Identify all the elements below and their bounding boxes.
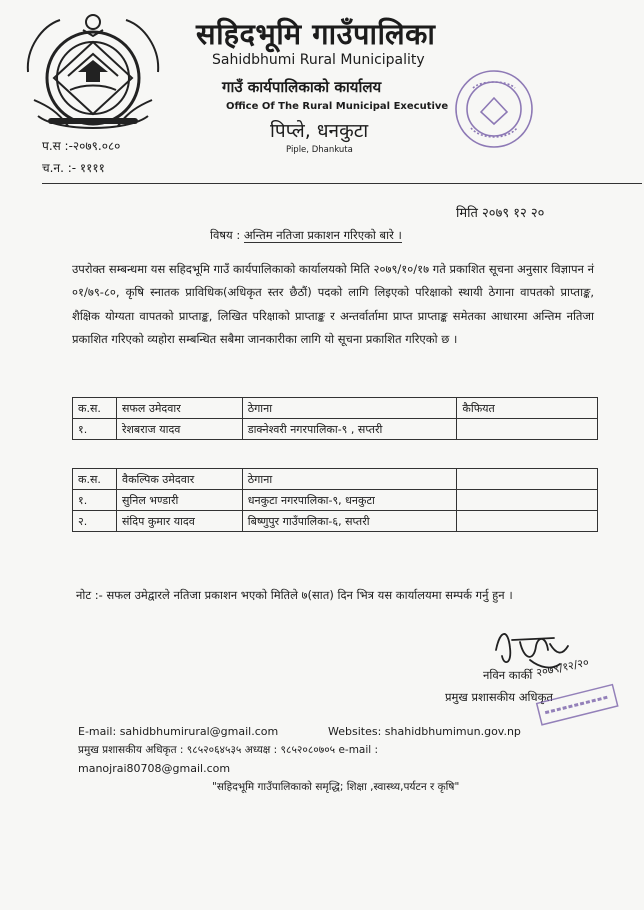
footer-website: Websites: shahidbhumimun.gov.np [328, 725, 521, 738]
signatory-title: प्रमुख प्रशासकीय अधिकृत [445, 690, 553, 704]
cell-serial: १. [73, 419, 117, 440]
municipality-title-english: Sahidbhumi Rural Municipality [212, 52, 425, 68]
footer-email: E-mail: sahidbhumirural@gmail.com [78, 725, 279, 738]
cell-candidate: सुनिल भण्डारी [116, 490, 242, 511]
col-header-candidate: सफल उमेदवार [116, 398, 242, 419]
footer-slogan: "सहिदभूमि गाउँपालिकाको समृद्धि; शिक्षा ,स्वास्थ्य,पर्यटन र कृषि" [212, 781, 460, 793]
successful-candidates-table [72, 397, 598, 440]
signatory-name: नविन कार्की [483, 668, 533, 682]
cell-remarks [457, 419, 598, 440]
cell-serial: २. [73, 511, 117, 532]
col-header-candidate: वैकल्पिक उमेदवार [116, 469, 242, 490]
location-english: Piple, Dhankuta [286, 145, 353, 155]
subject-line [210, 228, 402, 243]
cell-candidate: संदिप कुमार यादव [116, 511, 242, 532]
table-header-row [73, 469, 598, 490]
col-header-remarks: कैफियत [457, 398, 598, 419]
reference-number: प.स :-२०७९.०८० [42, 139, 121, 153]
nepal-emblem-icon [8, 8, 178, 140]
municipality-title-nepali: सहिदभूमि गाउँपालिका [196, 17, 436, 51]
alternate-candidates-table [72, 468, 598, 532]
office-seal-stamp [453, 68, 535, 150]
office-title-english: Office Of The Rural Municipal Executive [226, 101, 449, 112]
col-header-address: ठेगाना [242, 469, 457, 490]
col-header-remarks [457, 469, 598, 490]
location-nepali: पिप्ले, धनकुटा [270, 120, 369, 142]
signature-date: २०७९/१२/२० [535, 655, 590, 680]
col-header-serial: क.स. [73, 398, 117, 419]
cell-candidate: रेशबराज यादव [116, 419, 242, 440]
signatory-seal-stamp [528, 682, 624, 726]
cell-remarks [457, 511, 598, 532]
col-header-serial: क.स. [73, 469, 117, 490]
letter-date: मिति २०७९ १२ २० [456, 206, 545, 221]
letterhead-divider [42, 183, 642, 184]
cell-remarks [457, 490, 598, 511]
office-title-nepali: गाउँ कार्यपालिकाको कार्यालय [222, 78, 382, 96]
table-row [73, 490, 598, 511]
dispatch-number: च.न. :- ११११ [42, 161, 105, 175]
col-header-address: ठेगाना [242, 398, 457, 419]
letter-body: उपरोक्त सम्बन्धमा यस सहिदभूमि गाउँ कार्यपालिकाको कार्यालयको मिति २०७९/१०/१७ गते प्रकाशित सूचना अनुसार विज्ञापन नं ०१/७९-८०, कृषि स्नातक प्राविधिक(अधिकृत स्तर छैठौं) पदको लागि लिइएको परिक्षाको स्थायी ठेगाना वापतको प्राप्ताङ्क, शैक्षिक योग्यता वापतको प्राप्ताङ्क, लिखित परिक्षाको प्राप्ताङ्क र अन्तर्वार्तामा प्राप्त प्राप्ताङ्क समेतका आधारमा अन्तिम नतिजा प्रकाशित गरिएको व्यहोरा सम्बन्धित सबैमा जानकारीका लागि यो सूचना प्रकाशित गरिएको छ । [72, 262, 594, 346]
subject-label: विषय : [210, 228, 241, 242]
table-row [73, 511, 598, 532]
table-row [73, 419, 598, 440]
note-text: नोट :- सफल उमेद्वारले नतिजा प्रकाशन भएको मितिले ७(सात) दिन भित्र यस कार्यालयमा सम्पर्क गर्नु हुन । [76, 588, 513, 602]
footer-cao-email: manojrai80708@gmail.com [78, 762, 231, 775]
table-header-row [73, 398, 598, 419]
cell-address: डाक्नेश्वरी नगरपालिका-९ , सप्तरी [242, 419, 457, 440]
cell-serial: १. [73, 490, 117, 511]
cell-address: धनकुटा नगरपालिका-९, धनकुटा [242, 490, 457, 511]
subject-text: अन्तिम नतिजा प्रकाशन गरिएको बारे । [243, 228, 402, 242]
footer-contact-line: प्रमुख प्रशासकीय अधिकृत : ९८५२०६४५३५ अध्यक्ष : ९८५२०८०७०५ e-mail : [78, 744, 379, 756]
cell-address: बिष्णुपुर गाउँपालिका-६, सप्तरी [242, 511, 457, 532]
